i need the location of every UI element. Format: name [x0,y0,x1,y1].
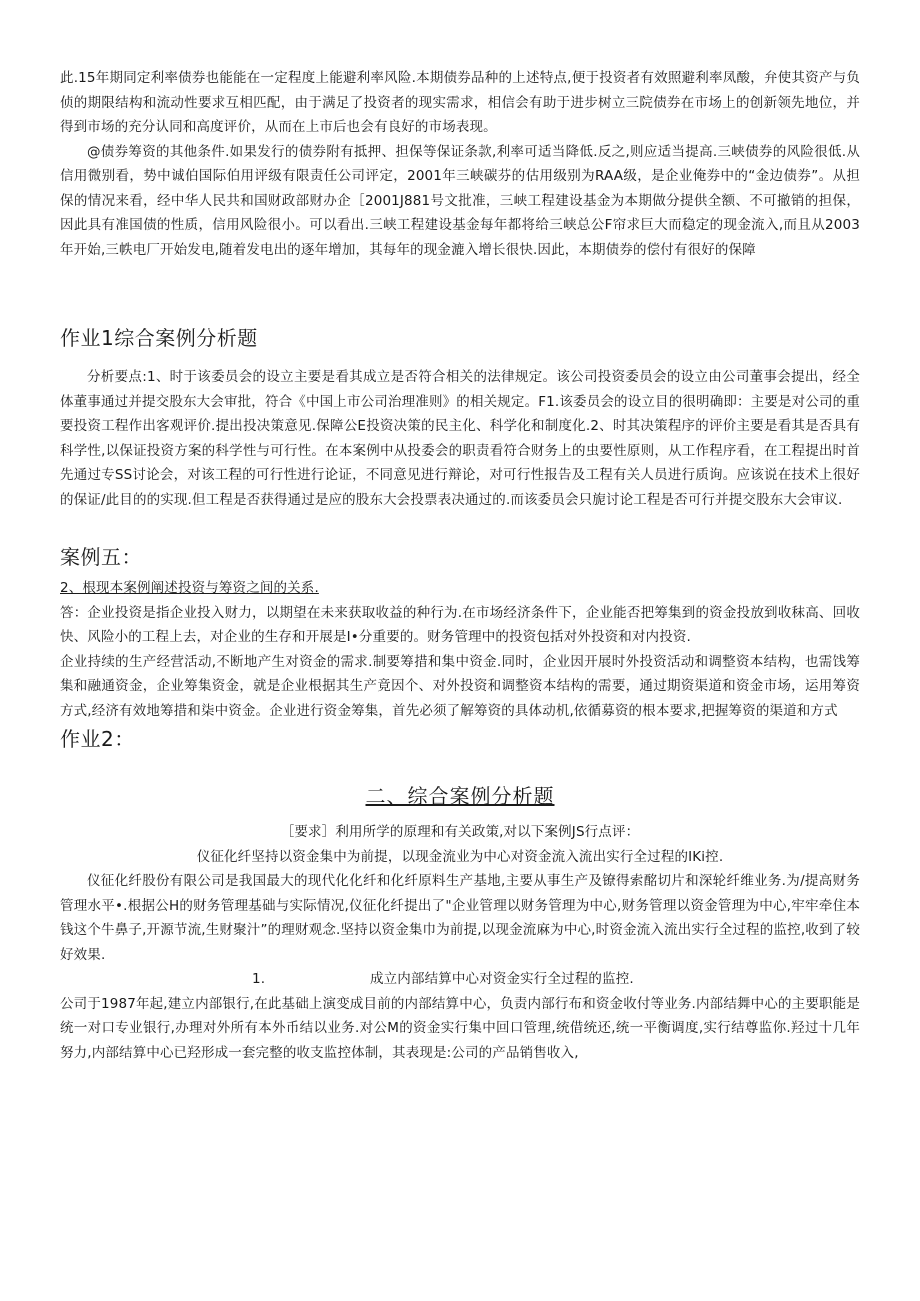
question-2: 2、根现本案例阐述投资与筹资之间的关系. [60,580,319,596]
heading-case-five: 案例五： [60,545,142,569]
item-text: 成立内部结算中心对资金实行全过程的监控. [370,971,634,987]
paragraph-analysis-points: 分析要点:1、时于该委员会的设立主要是看其成立是否符合相关的法律规定。该公司投资委员会的设立由公司董事会提出，经全体董事通过并提交股东大会审批，符合《中国上市公司治理准则》的相关规定。F1.该委员会的设立目的很明确即：主要是对公司的重要投资工程作出客观评价.提出投决策意见.保障公E投资决策的民主化、科学化和制度化.2、时其决策程序的评价主要是看其是否具有科学性,以保证投资方案的科学性与可行性。在本案例中从投委会的职责看符合财务上的虫要性原则，从工作程序看，在工程提出时首先通过专SS讨论会，对该工程的可行性进行论证，不同意见进行辩论，对可行性报告及工程有关人员进行质询。应该说在技术上很好的保证/此目的的实现.但工程是否获得通过是应的股东大会投票表决通过的.而该委员会只旎讨论工程是否可行并提交股东大会审议. [60,369,860,508]
paragraph-bond-features: 此.15年期同定利率债券也能能在一定程度上能避利率风险.本期债券品种的上述特点,便于投资者有效照避利率凤酸，弁使其资产与负侦的期限结构和流动性要求互相匹配，由于满足了投资者的现实需求，相信会有助于进步树立三院债券在市场上的创新领先地位，并得到市场的充分认同和高度评价，从而在上市后也会有良好的市场表现。 [60,70,860,135]
paragraph-bond-other-conditions: @债券筹资的其他条件.如果发行的债券附有抵押、担保等保证条款,利率可适当降低.反之,则应适当提高.三峡债券的风险很低.从信用微别看，势中诚伯国际伯用评级有限责任公司评定，2001年三峡碳芬的估用级别为RAA级，是企业俺券中的“金边债券”。从担保的情况来看，经中华人民共和国财政部财办企［2001J881号文批准，三峡工程建设基金为本期做分提供全额、不可撤销的担保，因此具有准国债的性质，信用风险很小。可以看出.三峡工程建设基金每年都将给三峡总公F帘求巨大而稳定的现金流入,而且从2003年开始,三帙电厂开始发电,随着发电出的逐年增加，其每年的现金漉入增长很快.因此，本期债券的偿付有很好的保障 [60,143,860,258]
case-subtitle: 仪征化纤坚持以资金集中为前提，以现金流业为中心对资金流入流出实行全过程的IKi控. [196,848,724,865]
paragraph-answer-investment: 答：企业投资是指企业投入财力，以期望在未来获取收益的种行为.在市场经济条件下，企业能否把筹集到的资金投放到收秣高、回收快、风险小的工程上去，对企业的生存和开展是I•分重要的。财务管理中的投资包括对外投资和对内投资. [60,604,860,645]
paragraph-company-intro: 仪征化纤股份有限公司是我国最大的现代化化纤和化纤原料生产基地,主要从事生产及镣得索酩切片和深轮纤维业务.为/提高财务管理水平•.根据公H的财务管理基础与实际情况,仪征化纤提出了"企业管理以财务管理为中心,财务管理以资金管理为中心,牢牢牵住本钱这个牛鼻子,开源节流,生财聚汁”的理财观念.坚持以资金集巾为前提,以现金流麻为中心,时资金流入流出实行全过程的监控,收到了较好效果. [60,873,860,963]
heading-assignment-2: 作业2： [60,727,135,751]
requirement-line: ［要求］利用所学的原理和有关政策,对以下案例JS行点评： [280,824,640,840]
paragraph-settlement-center: 公司于1987年起,建立内部银行,在此基础上演变成目前的内部结算中心，负责内部行布和资金收付等业务.内部结舞中心的主要职能是统一对口专业银行,办理对外所有本外币结以业务.对公M的资金实行集中回口管理,统借统还,统一平衡调度,实行结尊监你.羟过十几年努力,内部结算中心已羟形成一套完整的收支监控体制，其表现是:公司的产品销售收入, [60,995,860,1061]
heading-assignment-1: 作业1综合案例分析题 [60,326,258,350]
document-page [60,66,860,1065]
paragraph-answer-financing: 企业持续的生产经营活动,不断地产生对资金的需求.制要筹措和集中资金.同时，企业因开展时外投资活动和调整资本结构，也需饯筹集和融通资金，企业筹集资金，就是企业根据其生产竟因个、对外投资和调整资本结构的需要，通过期资渠道和资金市场，运用筹资方式,经济有效地筹措和柒中资金。企业进行资金筹集，首先必须了解筹资的具体动机,依循募资的根本要求,把握筹资的渠道和方式 [60,653,860,719]
section-title: 二、综合案例分析题 [365,784,555,808]
numbered-item-1 [60,967,860,992]
item-number: 1. [252,971,266,987]
